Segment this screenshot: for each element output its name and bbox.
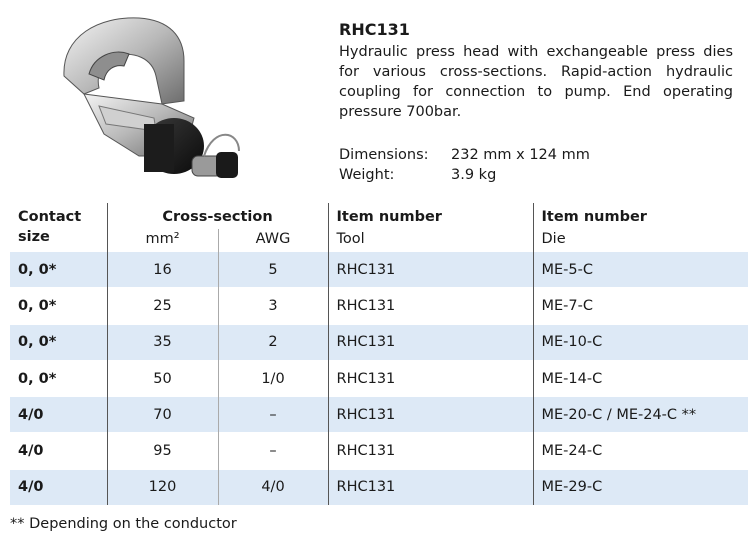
cell-contact-size: 0, 0* — [10, 252, 107, 288]
product-description: Hydraulic press head with exchangeable press dies for various cross-sections. Rapid-action hydraulic coupling for connection to pump. End operating pressure 700bar. — [339, 44, 733, 120]
cell-mm2: 120 — [107, 469, 218, 505]
spec-row-weight — [339, 165, 590, 185]
cell-contact-size: 4/0 — [10, 469, 107, 505]
cell-tool: RHC131 — [328, 288, 533, 324]
cell-tool: RHC131 — [328, 360, 533, 396]
header-tool: Tool — [328, 229, 533, 252]
spec-label: Weight: — [339, 167, 395, 183]
cell-mm2: 16 — [107, 252, 218, 288]
cell-tool: RHC131 — [328, 469, 533, 505]
table-row — [10, 252, 748, 288]
cell-die: ME-5-C — [533, 252, 748, 288]
cell-die: ME-20-C / ME-24-C ** — [533, 397, 748, 433]
footnote: ** Depending on the conductor — [10, 516, 237, 532]
header-mm2: mm² — [107, 229, 218, 252]
product-specs — [339, 145, 590, 185]
cell-contact-size: 0, 0* — [10, 324, 107, 360]
cell-contact-size: 4/0 — [10, 397, 107, 433]
cell-mm2: 35 — [107, 324, 218, 360]
header-die: Die — [533, 229, 748, 252]
spec-value: 3.9 kg — [451, 167, 497, 183]
cell-tool: RHC131 — [328, 324, 533, 360]
spec-row-dimensions — [339, 145, 590, 165]
header-contact-size: Contact size — [18, 209, 82, 245]
header-awg: AWG — [218, 229, 328, 252]
cell-awg: 5 — [218, 252, 328, 288]
table-row — [10, 360, 748, 396]
table-row — [10, 469, 748, 505]
cell-awg: 3 — [218, 288, 328, 324]
cell-die: ME-14-C — [533, 360, 748, 396]
cell-mm2: 70 — [107, 397, 218, 433]
cell-contact-size: 0, 0* — [10, 288, 107, 324]
cell-tool: RHC131 — [328, 252, 533, 288]
cell-die: ME-24-C — [533, 433, 748, 469]
cell-mm2: 95 — [107, 433, 218, 469]
cell-die: ME-29-C — [533, 469, 748, 505]
product-title: RHC131 — [339, 20, 410, 39]
cell-mm2: 25 — [107, 288, 218, 324]
cell-mm2: 50 — [107, 360, 218, 396]
cell-awg: – — [218, 397, 328, 433]
cell-awg: 1/0 — [218, 360, 328, 396]
cell-die: ME-10-C — [533, 324, 748, 360]
spec-value: 232 mm x 124 mm — [451, 147, 590, 163]
cell-awg: 2 — [218, 324, 328, 360]
cell-contact-size: 0, 0* — [10, 360, 107, 396]
table-row — [10, 433, 748, 469]
cell-tool: RHC131 — [328, 397, 533, 433]
cell-tool: RHC131 — [328, 433, 533, 469]
table-row — [10, 324, 748, 360]
cell-contact-size: 4/0 — [10, 433, 107, 469]
table-row — [10, 397, 748, 433]
hydraulic-press-head-image — [44, 6, 249, 191]
cell-awg: 4/0 — [218, 469, 328, 505]
header-item-tool: Item number — [328, 203, 533, 229]
cell-die: ME-7-C — [533, 288, 748, 324]
header-item-die: Item number — [533, 203, 748, 229]
cell-awg: – — [218, 433, 328, 469]
table-row — [10, 288, 748, 324]
crimp-die-table — [10, 203, 748, 505]
header-cross-section: Cross-section — [107, 203, 328, 229]
spec-label: Dimensions: — [339, 147, 429, 163]
